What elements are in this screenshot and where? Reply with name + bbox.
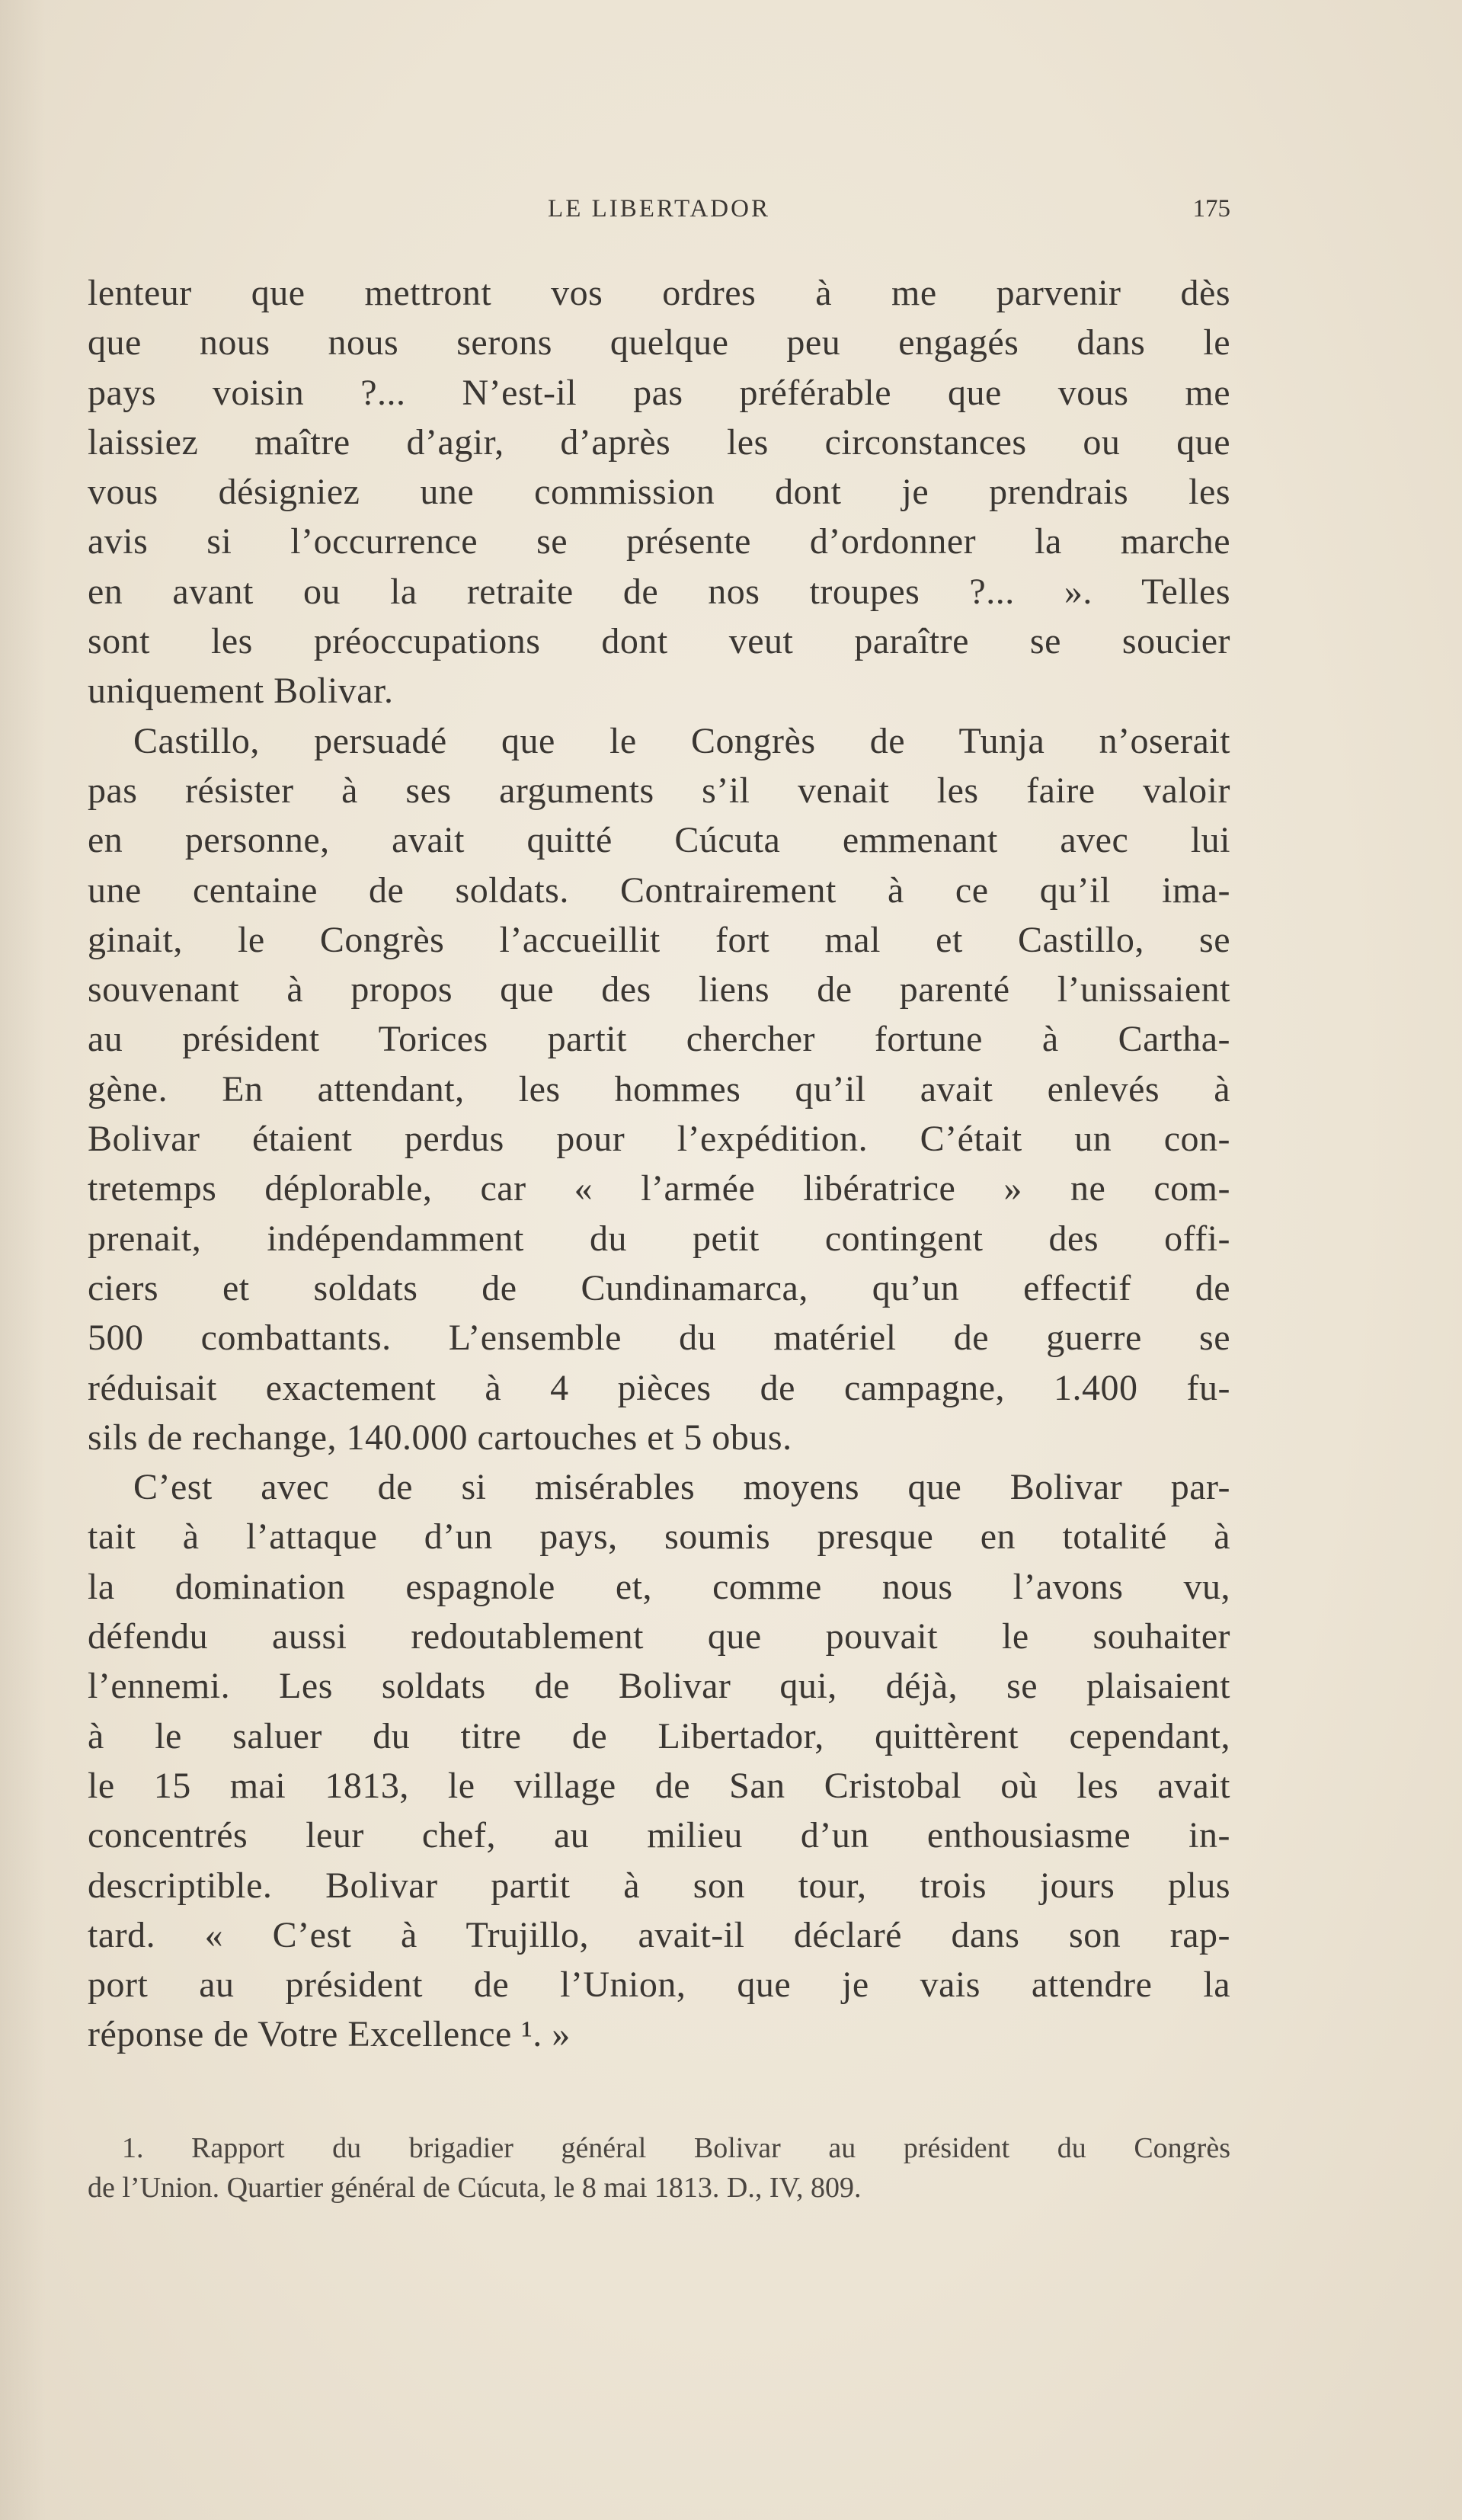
text-line: que nous nous serons quelque peu engagés dans le [88,322,1230,363]
text-line: C’est avec de si misérables moyens que Bolivar par- [133,1467,1230,1508]
text-line: sils de rechange, 140.000 cartouches et 5 obus. [88,1417,792,1458]
footnote-line: 1. Rapport du brigadier général Bolivar au président du Congrès [122,2132,1230,2164]
text-line: une centaine de soldats. Contrairement à ce qu’il ima- [88,869,1230,911]
text-line: port au président de l’Union, que je vais attendre la [88,1964,1230,2006]
text-line: avis si l’occurrence se présente d’ordonner la marche [88,521,1230,562]
body-text [88,268,1230,2060]
running-head [88,194,1230,224]
text-line: souvenant à propos que des liens de parenté l’unissaient [88,969,1230,1010]
text-line: concentrés leur chef, au milieu d’un enthousiasme in- [88,1815,1230,1856]
text-line: le 15 mai 1813, le village de San Cristobal où les avait [88,1765,1230,1806]
text-line: uniquement Bolivar. [88,671,394,712]
footnotes [88,2128,1230,2208]
text-line: gène. En attendant, les hommes qu’il avait enlevés à [88,1068,1230,1110]
text-line: en avant ou la retraite de nos troupes ?... ». Telles [88,571,1230,612]
text-line: Castillo, persuadé que le Congrès de Tunja n’oserait [133,720,1230,761]
text-line: prenait, indépendamment du petit contingent des offi- [88,1218,1230,1259]
text-line: ciers et soldats de Cundinamarca, qu’un effectif de [88,1267,1230,1308]
text-line: la domination espagnole et, comme nous l’avons vu, [88,1566,1230,1607]
running-title: LE LIBERTADOR [548,195,770,223]
text-line: pas résister à ses arguments s’il venait les faire valoir [88,770,1230,811]
text-line: réponse de Votre Excellence ¹. » [88,2014,571,2055]
text-line: l’ennemi. Les soldats de Bolivar qui, déjà, se plaisaient [88,1666,1230,1707]
text-line: pays voisin ?... N’est-il pas préférable que vous me [88,372,1230,413]
text-line: tait à l’attaque d’un pays, soumis presque en totalité à [88,1516,1230,1558]
footnote-line: de l’Union. Quartier général de Cúcuta, le 8 mai 1813. D., IV, 809. [88,2172,862,2204]
text-line: laissiez maître d’agir, d’après les circonstances ou que [88,421,1230,463]
text-line: descriptible. Bolivar partit à son tour, trois jours plus [88,1865,1230,1906]
text-line: au président Torices partit chercher fortune à Cartha- [88,1019,1230,1060]
text-line: sont les préoccupations dont veut paraître se soucier [88,621,1230,662]
text-line: ginait, le Congrès l’accueillit fort mal et Castillo, se [88,919,1230,960]
text-line: vous désigniez une commission dont je prendrais les [88,472,1230,513]
text-line: tretemps déplorable, car « l’armée libératrice » ne com- [88,1168,1230,1209]
text-line: Bolivar étaient perdus pour l’expédition. C’était un con- [88,1119,1230,1160]
text-line: à le saluer du titre de Libertador, quittèrent cependant, [88,1715,1230,1756]
text-line: lenteur que mettront vos ordres à me parvenir dès [88,273,1230,313]
text-line: défendu aussi redoutablement que pouvait le souhaiter [88,1616,1230,1657]
text-line: en personne, avait quitté Cúcuta emmenant avec lui [88,820,1230,861]
text-line: tard. « C’est à Trujillo, avait-il déclaré dans son rap- [88,1914,1230,1955]
text-line: 500 combattants. L’ensemble du matériel de guerre se [88,1318,1230,1359]
page-number: 175 [1192,195,1230,223]
text-line: réduisait exactement à 4 pièces de campagne, 1.400 fu- [88,1367,1230,1408]
